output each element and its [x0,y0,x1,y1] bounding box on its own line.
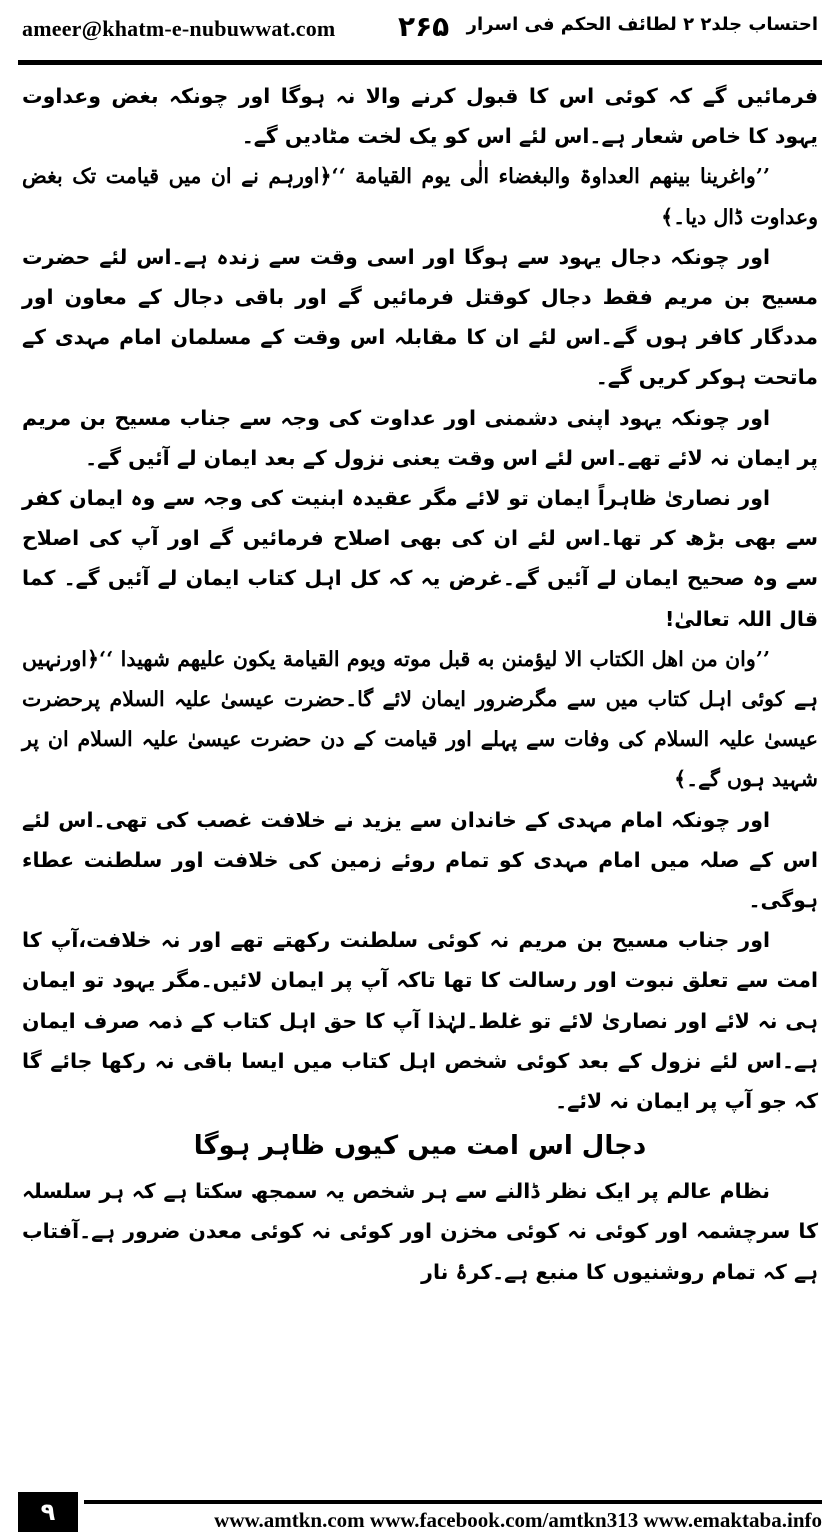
paragraph: اور نصاریٰ ظاہراً ایمان تو لائے مگر عقیدہ ابنیت کی وجہ سے وہ ایمان کفر سے بھی بڑھ کر تھا۔اس لئے ان کی بھی اصلاح فرمائیں گے اور آپ کی اصلاح سے وہ صحیح ایمان لے آئیں گے۔غرض یہ کہ کل اہل کتاب ایمان لے آئیں گے۔ کما قال اللہ تعالیٰ! [22,486,818,631]
header-book-title: احتساب جلد۲ ۲ لطائف الحکم فی اسرار [466,14,818,35]
quote-paragraph: ’’واغرینا بینهم العداوۃ والبغضاء الٰی یوم القیامة ‘‘﴿اورہم نے ان میں قیامت تک بغض وعداوت ڈال دیا۔﴾ [22,164,818,229]
paragraph: اور چونکہ یہود اپنی دشمنی اور عداوت کی وجہ سے جناب مسیح بن مریم پر ایمان نہ لائے تھے۔اس لئے اس وقت یعنی نزول کے بعد ایمان لے آئیں گے۔ [22,405,818,470]
paragraph: اور جناب مسیح بن مریم نہ کوئی سلطنت رکھتے تھے اور نہ خلافت،آپ کا امت سے تعلق نبوت اور رسالت کا تھا تاکہ آپ پر ایمان لائیں۔مگر یہود تو ایمان ہی نہ لائے اور نصاریٰ لائے تو غلط۔لہٰذا آپ کا حق اہل کتاب کے ذمہ صرف ایمان ہے۔اس لئے نزول کے بعد کوئی شخص اہل کتاب میں ایسا باقی نہ رکھا جائے گا کہ جو آپ پر ایمان نہ لائے۔ [22,928,818,1114]
paragraph: نظام عالم پر ایک نظر ڈالنے سے ہر شخص یہ سمجھ سکتا ہے کہ ہر سلسلہ کا سرچشمہ اور کوئی نہ کوئی مخزن اور کوئی نہ کوئی معدن ضرور ہے۔آفتاب ہے کہ تمام روشنیوں کا منبع ہے۔کرۂ نار [22,1179,818,1284]
footer-page-badge: ۹ [18,1492,78,1532]
section-heading: دجال اس امت میں کیوں ظاہر ہوگا [193,1131,647,1162]
page-body [22,76,818,1292]
header-email[interactable]: ameer@khatm-e-nubuwwat.com [22,16,336,41]
paragraph: اور چونکہ دجال یہود سے ہوگا اور اسی وقت سے زندہ ہے۔اس لئے حضرت مسیح بن مریم فقط دجال کوقتل فرمائیں گے اور باقی دجال کے معاون اور مددگار کافر ہوں گے۔اس لئے ان کا مقابلہ اس وقت کے مسلمان امام مہدی کے ماتحت ہوکر کریں گے۔ [22,244,818,390]
footer-divider [84,1500,822,1504]
quote-paragraph: ’’وان من اهل الکتاب الا لیؤمنن به قبل موته ویوم القیامة یکون علیهم شهیدا ‘‘﴿اورنہیں ہے کوئی اہل کتاب میں سے مگرضرور ایمان لائے گا۔حضرت عیسیٰ علیہ السلام پرحضرت عیسیٰ علیہ السلام کی وفات سے پہلے اور قیامت کے دن حضرت عیسیٰ علیہ السلام ان پر شہید ہوں گے۔﴾ [22,646,818,792]
page-footer [18,1488,822,1536]
paragraph: اور چونکہ امام مہدی کے خاندان سے یزید نے خلافت غصب کی تھی۔اس لئے اس کے صلہ میں امام مہدی کو تمام روئے زمین کی خلافت اور سلطنت عطاء ہوگی۔ [22,807,818,913]
footer-links[interactable]: www.amtkn.com www.facebook.com/amtkn313 www.emaktaba.info [214,1508,822,1532]
header-page-number: ۲۶۵ [398,10,450,43]
header-divider [18,60,822,65]
paragraph: فرمائیں گے کہ کوئی اس کا قبول کرنے والا نہ ہوگا اور چونکہ بغض وعداوت یہود کا خاص شعار ہے۔اس لئے اس کو یک لخت مٹادیں گے۔ [22,84,818,149]
page-header [22,12,818,48]
